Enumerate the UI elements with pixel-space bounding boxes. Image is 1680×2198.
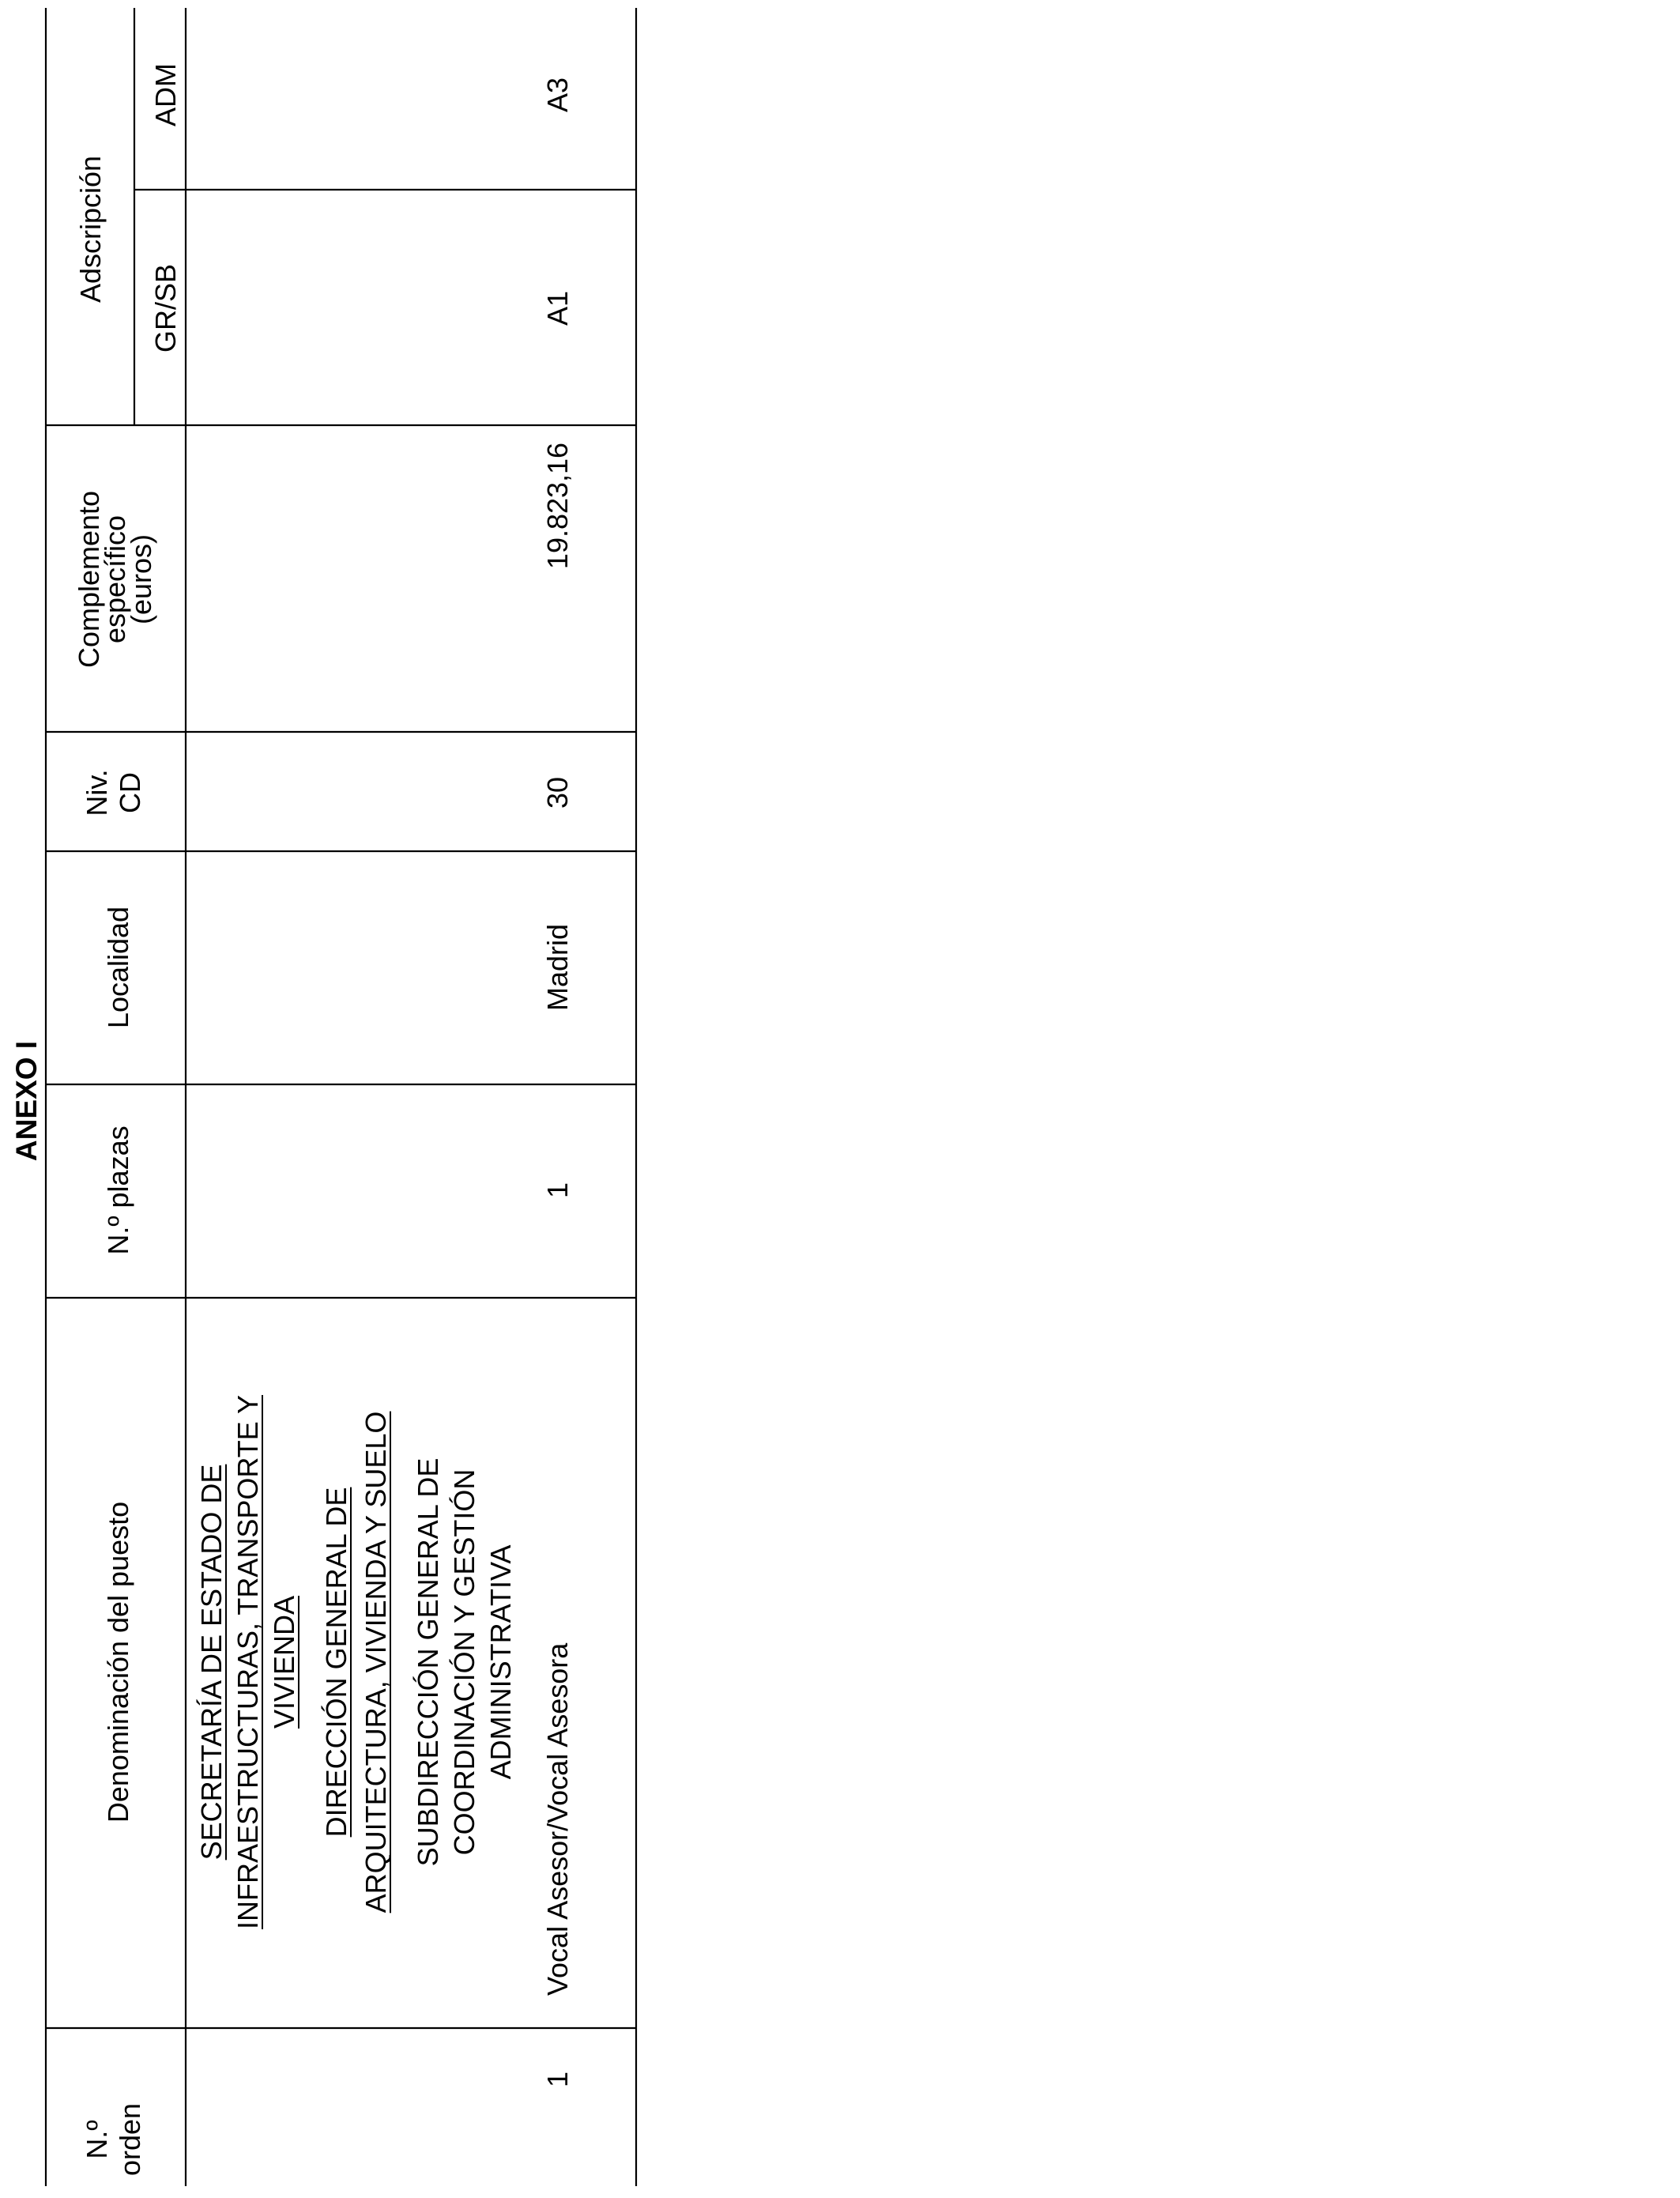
cell-localidad: Madrid (541, 923, 574, 1012)
org-unit-3-line-3: ADMINISTRATIVA (484, 1544, 517, 1780)
cell-complemento: 19.823,16 (541, 442, 574, 570)
org-unit-3-line-1: SUBDIRECCIÓN GENERAL DE (412, 1457, 444, 1867)
org-unit-1-line-3: VIVIENDA (268, 1595, 300, 1729)
header-n-orden-line-1: N.º (81, 2120, 113, 2159)
header-n-plazas: N.º plazas (102, 1125, 134, 1255)
header-complemento-line-1: Complemento (73, 490, 105, 669)
cell-gr-sb: A1 (541, 290, 574, 326)
org-unit-3-line-2: COORDINACIÓN Y GESTIÓN (448, 1468, 480, 1856)
header-adscripcion: Adscripción (74, 155, 107, 303)
cell-n-orden: 1 (541, 2071, 574, 2088)
org-unit-1-line-2: INFRAESTRUCTURAS, TRANSPORTE Y (232, 1394, 264, 1930)
header-niv-cd-line-2: CD (114, 772, 146, 813)
header-adm: ADM (149, 63, 182, 126)
header-n-orden-line-2: orden (114, 2102, 146, 2177)
cell-niv-cd: 30 (541, 776, 574, 809)
cell-n-plazas: 1 (541, 1182, 574, 1199)
header-denominacion: Denominación del puesto (102, 1501, 134, 1823)
org-unit-2-line-1: DIRECCIÓN GENERAL DE (320, 1487, 352, 1838)
header-localidad: Localidad (102, 906, 134, 1029)
header-niv-cd-line-1: Niv. (81, 769, 113, 816)
cell-denominacion: Vocal Asesor/Vocal Asesora (541, 1642, 574, 1996)
header-complemento-line-2: específico (99, 515, 131, 644)
header-complemento-line-3: (euros) (125, 533, 157, 625)
org-unit-2-line-2: ARQUITECTURA, VIVIENDA Y SUELO (360, 1411, 392, 1913)
cell-adm: A3 (541, 77, 574, 113)
org-unit-1-line-1: SECRETARÍA DE ESTADO DE (195, 1464, 228, 1861)
header-gr-sb: GR/SB (149, 263, 182, 353)
annex-title: ANEXO I (10, 1040, 43, 1162)
